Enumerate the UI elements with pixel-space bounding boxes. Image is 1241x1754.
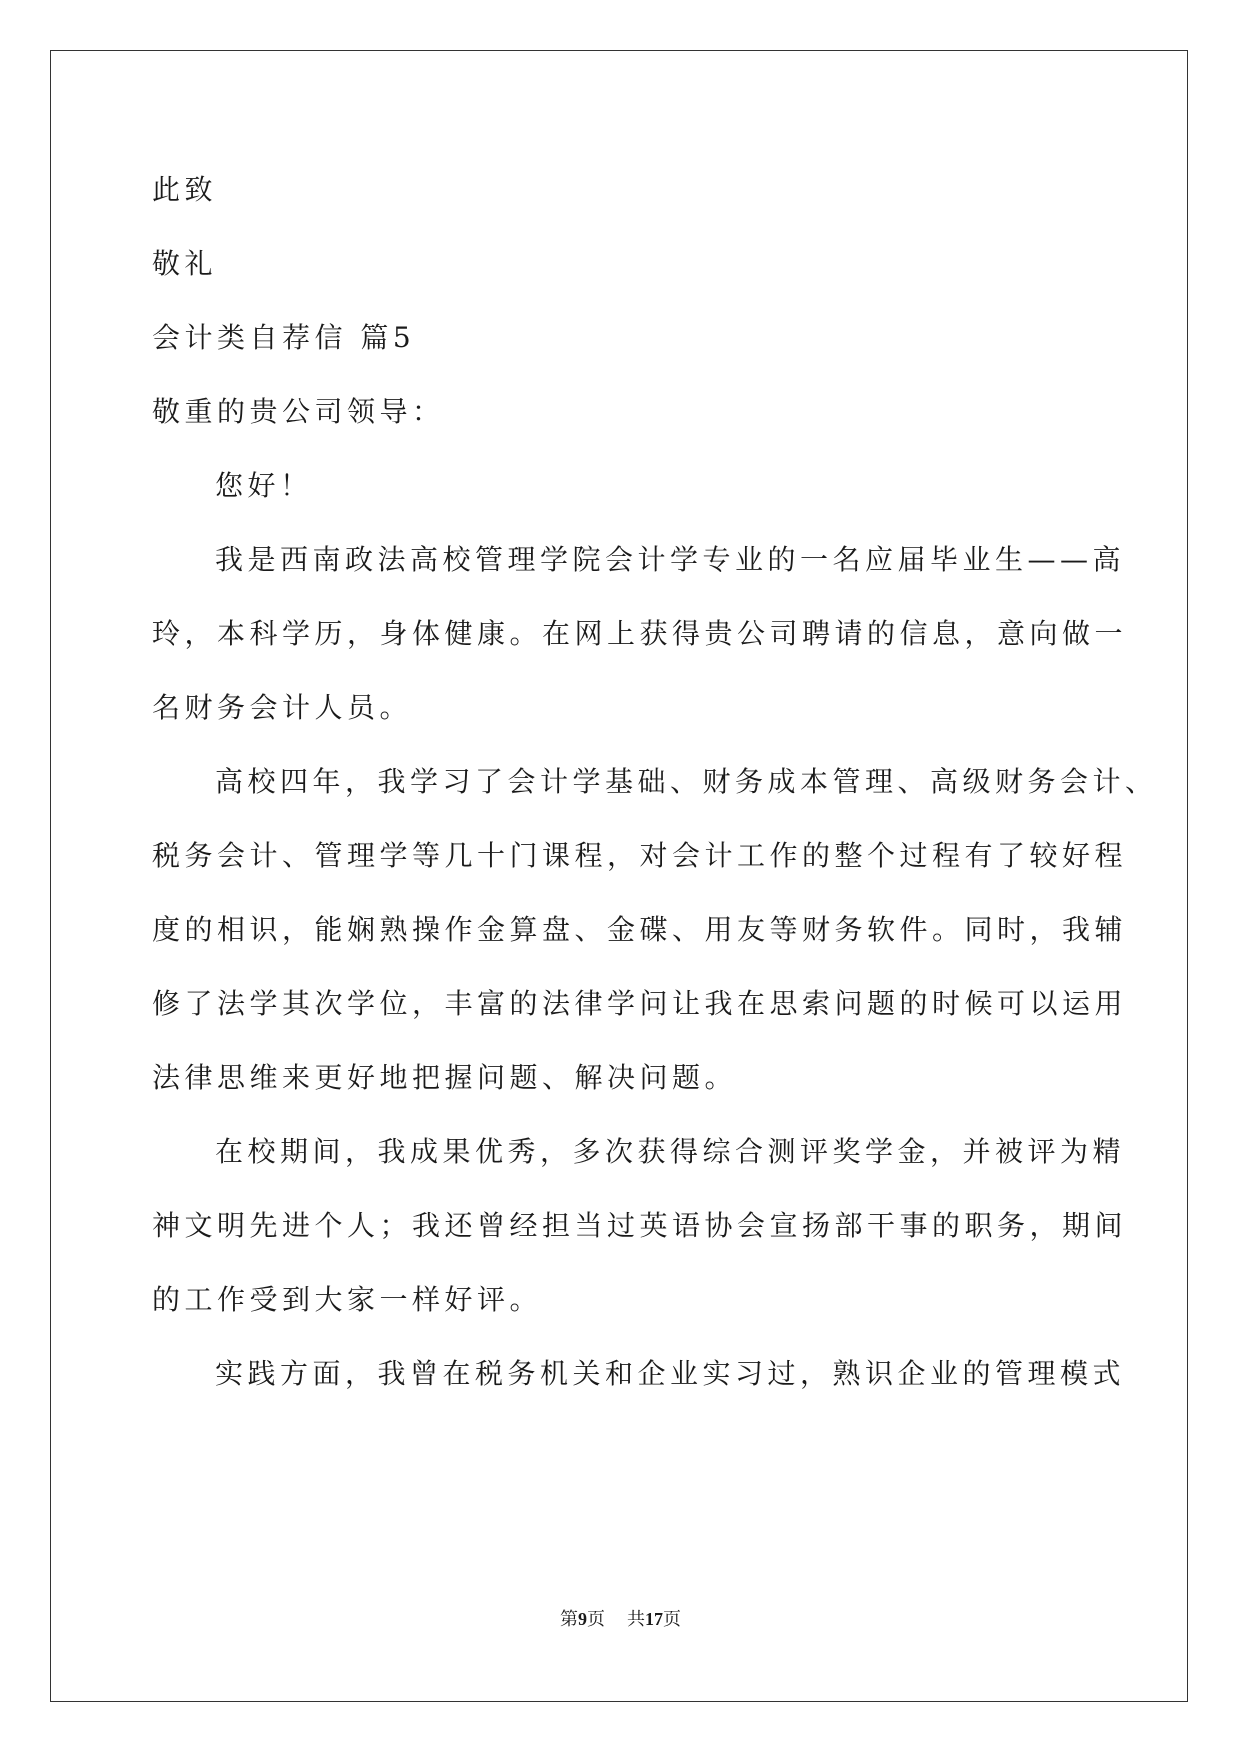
page-suffix: 页 — [587, 1609, 605, 1630]
page-footer — [0, 1607, 1241, 1632]
total-prefix: 共 — [627, 1609, 645, 1630]
salutation-line: 敬礼 — [152, 247, 218, 280]
paragraph-line: 高校四年，我学习了会计学基础、财务成本管理、高级财务会计、 — [215, 765, 1158, 798]
total-suffix: 页 — [663, 1609, 681, 1630]
paragraph-line: 度的相识，能娴熟操作金算盘、金碟、用友等财务软件。同时，我辅 — [152, 913, 1128, 946]
paragraph-line: 玲，本科学历，身体健康。在网上获得贵公司聘请的信息，意向做一 — [152, 617, 1128, 650]
greeting-line: 您好！ — [215, 469, 313, 502]
total-page-number: 17 — [645, 1609, 663, 1629]
closing-line: 此致 — [152, 173, 218, 206]
paragraph-line: 修了法学其次学位，丰富的法律学问让我在思索问题的时候可以运用 — [152, 987, 1128, 1020]
current-page-number: 9 — [578, 1609, 587, 1629]
paragraph-line: 实践方面，我曾在税务机关和企业实习过，熟识企业的管理模式 — [215, 1357, 1126, 1390]
paragraph-line: 名财务会计人员。 — [152, 691, 413, 724]
paragraph-line: 法律思维来更好地把握问题、解决问题。 — [152, 1061, 738, 1094]
paragraph-line: 神文明先进个人；我还曾经担当过英语协会宣扬部干事的职务，期间 — [152, 1209, 1128, 1242]
addressee-line: 敬重的贵公司领导： — [152, 395, 445, 428]
paragraph-line: 在校期间，我成果优秀，多次获得综合测评奖学金，并被评为精 — [215, 1135, 1126, 1168]
page-prefix: 第 — [560, 1609, 578, 1630]
section-heading: 会计类自荐信 篇5 — [152, 321, 416, 354]
paragraph-line: 的工作受到大家一样好评。 — [152, 1283, 543, 1316]
page-border — [50, 50, 1188, 1702]
paragraph-line: 税务会计、管理学等几十门课程，对会计工作的整个过程有了较好程 — [152, 839, 1128, 872]
paragraph-line: 我是西南政法高校管理学院会计学专业的一名应届毕业生——高 — [215, 543, 1126, 576]
